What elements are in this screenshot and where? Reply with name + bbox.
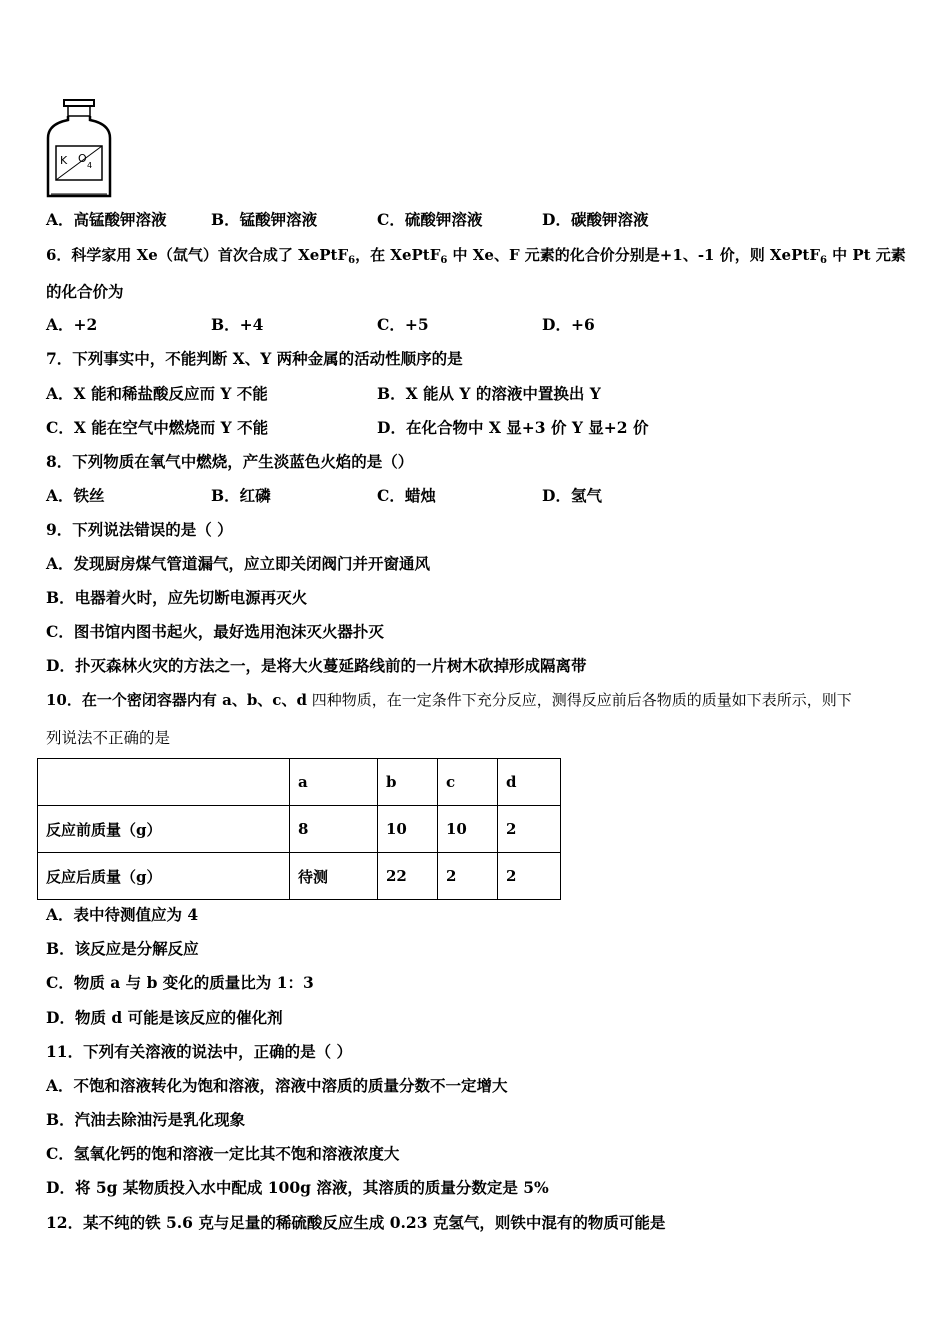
q6-option-c: C．+5	[377, 315, 429, 334]
table-cell: 2	[498, 853, 561, 900]
table-cell: 2	[498, 806, 561, 853]
q7-option-a: A．X 能和稀盐酸反应而 Y 不能	[46, 384, 268, 403]
bottle-label-o: O	[78, 152, 87, 165]
q8-stem: 8．下列物质在氧气中燃烧，产生淡蓝色火焰的是（）	[46, 452, 414, 471]
q6-option-b: B．+4	[211, 315, 264, 334]
table-cell: b	[378, 759, 438, 806]
table-header-row	[38, 759, 561, 806]
table-row	[38, 806, 561, 853]
q5-option-a: A．高锰酸钾溶液	[46, 210, 167, 229]
q8-option-c: C．蜡烛	[377, 486, 436, 505]
q7-option-d: D．在化合物中 X 显+3 价 Y 显+2 价	[377, 418, 649, 437]
q12-stem: 12．某不纯的铁 5.6 克与足量的稀硫酸反应生成 0.23 克氢气，则铁中混有的物质可能是	[46, 1213, 666, 1232]
q9-option-b: B．电器着火时，应先切断电源再灭火	[46, 588, 308, 607]
bottle-label-k: K	[60, 154, 68, 167]
q10-mass-table	[37, 758, 561, 900]
table-cell: 反应后质量（g）	[38, 853, 290, 900]
q11-option-d: D．将 5g 某物质投入水中配成 100g 溶液，其溶质的质量分数定是 5%	[46, 1178, 549, 1197]
q11-option-a: A．不饱和溶液转化为饱和溶液，溶液中溶质的质量分数不一定增大	[46, 1076, 508, 1095]
q9-option-c: C．图书馆内图书起火，最好选用泡沫灭火器扑灭	[46, 622, 384, 641]
q6-stem-line2: 的化合价为	[46, 282, 124, 301]
q8-option-b: B．红磷	[211, 486, 271, 505]
reagent-bottle-figure	[44, 98, 114, 200]
table-cell: 22	[378, 853, 438, 900]
q10-stem: 10．在一个密闭容器内有 a、b、c、d 四种物质，在一定条件下充分反应，测得反应前后各物质的质量如下表所示，则下	[46, 691, 852, 709]
bottle-label-sub: 4	[87, 161, 93, 170]
q8-option-a: A．铁丝	[46, 486, 105, 505]
q7-stem: 7．下列事实中，不能判断 X、Y 两种金属的活动性顺序的是	[46, 349, 463, 368]
table-cell: a	[290, 759, 378, 806]
table-cell: 2	[438, 853, 498, 900]
table-cell	[38, 759, 290, 806]
q10-option-a: A．表中待测值应为 4	[46, 905, 199, 924]
q8-option-d: D．氢气	[542, 486, 602, 505]
q5-option-d: D．碳酸钾溶液	[542, 210, 649, 229]
q6-option-d: D．+6	[542, 315, 595, 334]
q7-option-c: C．X 能在空气中燃烧而 Y 不能	[46, 418, 269, 437]
table-cell: c	[438, 759, 498, 806]
q6-stem: 6．科学家用 Xe（氙气）首次合成了 XePtF$_6$，在 XePtF$_6$ 中 Xe、F 元素的化合价分别是+1、-1 价，则 XePtF$_6$ 中 Pt 元素	[46, 246, 906, 266]
table-cell: 反应前质量（g）	[38, 806, 290, 853]
q7-option-b: B．X 能从 Y 的溶液中置换出 Y	[377, 384, 601, 403]
table-cell: 10	[378, 806, 438, 853]
table-cell: 8	[290, 806, 378, 853]
q9-option-a: A．发现厨房煤气管道漏气，应立即关闭阀门并开窗通风	[46, 554, 431, 573]
q9-option-d: D．扑灭森林火灾的方法之一，是将大火蔓延路线前的一片树木砍掉形成隔离带	[46, 656, 587, 675]
q11-option-b: B．汽油去除油污是乳化现象	[46, 1110, 246, 1129]
q5-option-b: B．锰酸钾溶液	[211, 210, 318, 229]
q11-stem: 11．下列有关溶液的说法中，正确的是（ ）	[46, 1042, 352, 1061]
table-cell: 待测	[290, 853, 378, 900]
table-cell: d	[498, 759, 561, 806]
table-cell: 10	[438, 806, 498, 853]
table-row	[38, 853, 561, 900]
q6-option-a: A．+2	[46, 315, 98, 334]
q9-stem: 9．下列说法错误的是（ ）	[46, 520, 233, 539]
q11-option-c: C．氢氧化钙的饱和溶液一定比其不饱和溶液浓度大	[46, 1144, 400, 1163]
q5-option-c: C．硫酸钾溶液	[377, 210, 483, 229]
q10-option-d: D．物质 d 可能是该反应的催化剂	[46, 1008, 283, 1027]
q10-stem-line2: 列说法不正确的是	[46, 729, 171, 747]
q10-option-c: C．物质 a 与 b 变化的质量比为 1：3	[46, 973, 314, 992]
q10-option-b: B．该反应是分解反应	[46, 939, 199, 958]
